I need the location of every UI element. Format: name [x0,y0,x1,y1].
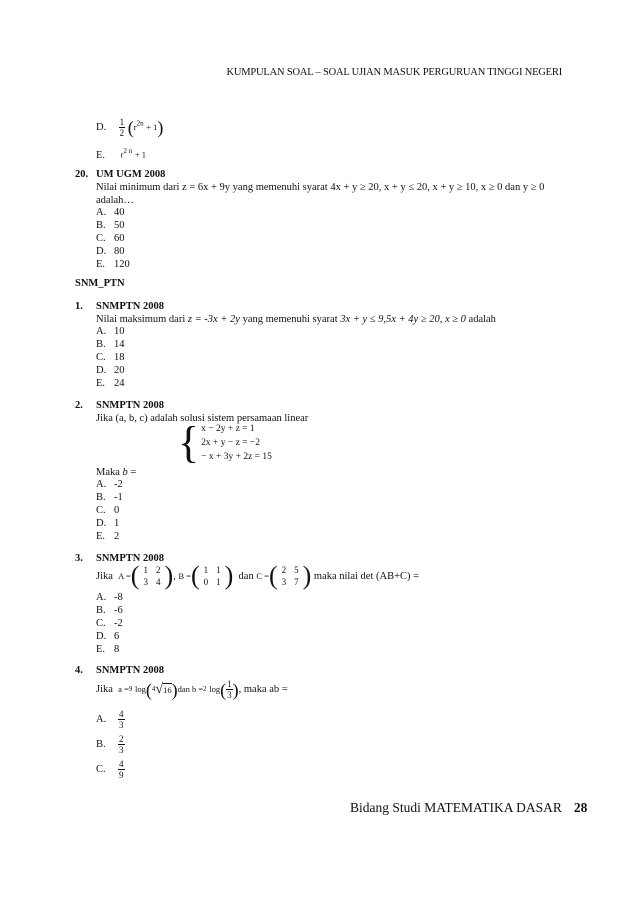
objective-function: z = -3x + 2y [187,314,240,325]
matrix-cell: 1 [216,577,221,587]
option-value: 0 [114,505,120,516]
fraction-denominator: 2 [119,128,125,138]
paren-close: ) [232,679,239,700]
option-e [96,378,125,389]
root-index: 4 [151,685,156,693]
exponent: 2n [136,119,144,128]
equation: − x + 3y + 2z = 15 [201,452,272,462]
matrix-cell: 7 [294,577,299,587]
radical-icon: √ [155,682,164,697]
matrix-cell: 1 [143,565,148,575]
option-value: 24 [114,378,125,389]
matrix-a: ( 1 2 3 4 ) [130,561,174,590]
option-value: 2 [114,531,120,542]
option-d-continued [96,117,163,138]
option-b [96,605,123,616]
brace: { [178,418,200,467]
option-label: C. [96,505,106,516]
option-a [96,479,123,490]
option-label: E. [96,149,106,161]
option-value: 50 [114,220,125,231]
page-header: KUMPULAN SOAL – SOAL UJIAN MASUK PERGURUAN TINGGI NEGERI [226,67,562,78]
text-pre: Nilai maksimum dari [96,314,186,325]
question-source: SNMPTN 2008 [96,553,164,564]
text-post: = [130,467,137,478]
log-text: log [135,684,146,694]
question-text: Nilai minimum dari z = 6x + 9y yang memenuhi syarat 4x + y ≥ 20, x + y ≤ 20, x + y ≥ 10, x ≥ 0 dan y ≥ 0 [96,182,545,193]
option-d [96,518,119,529]
matrix-cell: 2 [155,565,161,575]
base: r [133,121,137,132]
option-label: D. [96,121,107,133]
option-label: A. [96,326,107,337]
option-label: C. [96,352,106,363]
option-label: D. [96,631,107,642]
option-a [96,207,125,218]
base: r [120,149,124,160]
option-b [96,339,125,350]
option-value: 40 [114,207,125,218]
fraction-numerator: 4 [119,759,124,769]
option-value: 6 [114,631,120,642]
page-number: 28 [573,800,588,815]
separator: , [173,570,176,582]
paren-open: ( [127,117,134,138]
option-label: B. [96,739,106,750]
question-number: 20. [75,169,89,180]
option-label: C. [96,618,106,629]
variable: b [122,467,128,478]
option-label: E. [96,259,106,270]
option-label: A. [96,207,107,218]
option-value: 20 [114,365,125,376]
matrix-b: ( 1 1 0 1 ) [190,561,234,590]
text-jika: Jika [96,684,113,695]
option-value: -2 [114,618,123,629]
log-text: log [209,684,221,694]
matrix-cell: 0 [203,577,209,587]
option-d [96,246,125,257]
text-tail: maka nilai det (AB+C) = [313,570,420,582]
tail: + 1 [146,121,158,132]
text-post: adalah [468,314,496,325]
question-source: UM UGM 2008 [96,169,166,180]
option-label: E. [96,531,106,542]
question-number: 4. [75,665,83,676]
option-label: D. [96,246,107,257]
question-number: 1. [75,301,83,312]
question-number: 2. [75,400,83,411]
option-b [96,220,125,231]
option-label: B. [96,492,106,503]
matrix-b-name: B = [178,570,191,581]
fraction-denominator: 3 [119,720,124,730]
option-value: -1 [114,492,123,503]
log-base: 2 [203,685,207,693]
fraction-numerator: 1 [119,117,125,127]
option-value: 8 [114,644,120,655]
footer-subject: Bidang Studi MATEMATIKA DASAR [350,800,562,815]
option-b [96,492,123,503]
option-label: C. [96,764,106,775]
option-e-continued [96,145,146,162]
option-value: -6 [114,605,123,616]
matrix-cell: 3 [143,577,148,587]
option-c [96,352,125,363]
option-label: A. [96,592,107,603]
fraction [118,759,125,780]
option-b [96,734,125,755]
equation-system [178,418,272,467]
paren-close: ) [157,117,164,138]
option-value: 120 [114,259,130,270]
option-e [96,531,119,542]
question-text [96,563,419,589]
question-number: 3. [75,553,83,564]
option-e [96,259,130,270]
text-dan-b: dan b = [177,684,204,694]
option-label: A. [96,479,107,490]
fraction-denominator: 9 [119,770,124,780]
fraction-denominator: 3 [227,690,232,700]
fraction-numerator: 2 [119,734,124,744]
option-value: 1 [114,518,120,529]
question-source: SNMPTN 2008 [96,400,164,411]
question-ask [96,466,136,479]
equation: x − 2y + z = 1 [201,424,255,434]
fraction [118,734,125,755]
matrix-c: ( 2 5 3 7 ) [268,561,312,590]
text-jika: Jika [96,570,113,582]
matrix-cell: 1 [203,565,209,575]
option-a [96,326,125,337]
question-source: SNMPTN 2008 [96,301,164,312]
option-e [96,644,119,655]
option-a [96,709,125,730]
question-text: adalah… [96,195,134,206]
matrix-cell: 1 [216,565,221,575]
exponent: 2 n [123,147,133,155]
option-value: 60 [114,233,125,244]
matrix-cell: 5 [294,565,299,575]
page-footer [350,800,587,816]
option-label: B. [96,339,106,350]
log-base: 9 [128,685,133,693]
matrix-cell: 2 [281,565,287,575]
text-pre: Maka [96,467,120,478]
option-c [96,618,123,629]
constraints: 3x + y ≤ 9,5x + 4y ≥ 20, x ≥ 0 [340,314,466,325]
option-c [96,759,125,780]
fraction-denominator: 3 [119,745,124,755]
text-dan: dan [238,570,254,582]
option-label: A. [96,714,107,725]
option-c [96,233,125,244]
option-value: -8 [114,592,123,603]
fraction-numerator: 1 [227,679,232,689]
paren-open: ( [220,679,227,700]
text-mid: yang memenuhi syarat [242,314,338,325]
option-a [96,592,123,603]
matrix-cell: 3 [281,577,287,587]
option-value: -2 [114,479,123,490]
option-value: 10 [114,326,125,337]
fraction [118,709,125,730]
option-c [96,505,119,516]
equation: 2x + y − z = −2 [201,438,261,448]
option-label: E. [96,644,106,655]
question-source: SNMPTN 2008 [96,665,164,676]
matrix-cell: 4 [155,577,161,587]
root-argument: 16 [163,684,172,695]
option-value: 14 [114,339,125,350]
option-label: B. [96,605,106,616]
fraction [119,117,126,138]
section-title: SNM_PTN [75,278,125,289]
paren-open: ( [145,679,152,700]
tail: + 1 [134,149,147,160]
text-tail: , maka ab = [238,684,288,695]
matrix-a-name: A = [118,570,131,581]
option-value: 18 [114,352,125,363]
a-expr: a = [118,684,129,694]
paren-close: ) [171,679,178,700]
option-label: D. [96,365,107,376]
question-text [96,679,288,700]
matrix-c-name: C = [256,570,269,581]
question-text [96,313,496,326]
option-label: E. [96,378,106,389]
question-text: Jika (a, b, c) adalah solusi sistem persamaan linear [96,413,309,424]
option-label: B. [96,220,106,231]
option-label: C. [96,233,106,244]
fraction-numerator: 4 [119,709,124,719]
option-label: D. [96,518,107,529]
option-value: 80 [114,246,125,257]
option-d [96,631,119,642]
option-d [96,365,125,376]
